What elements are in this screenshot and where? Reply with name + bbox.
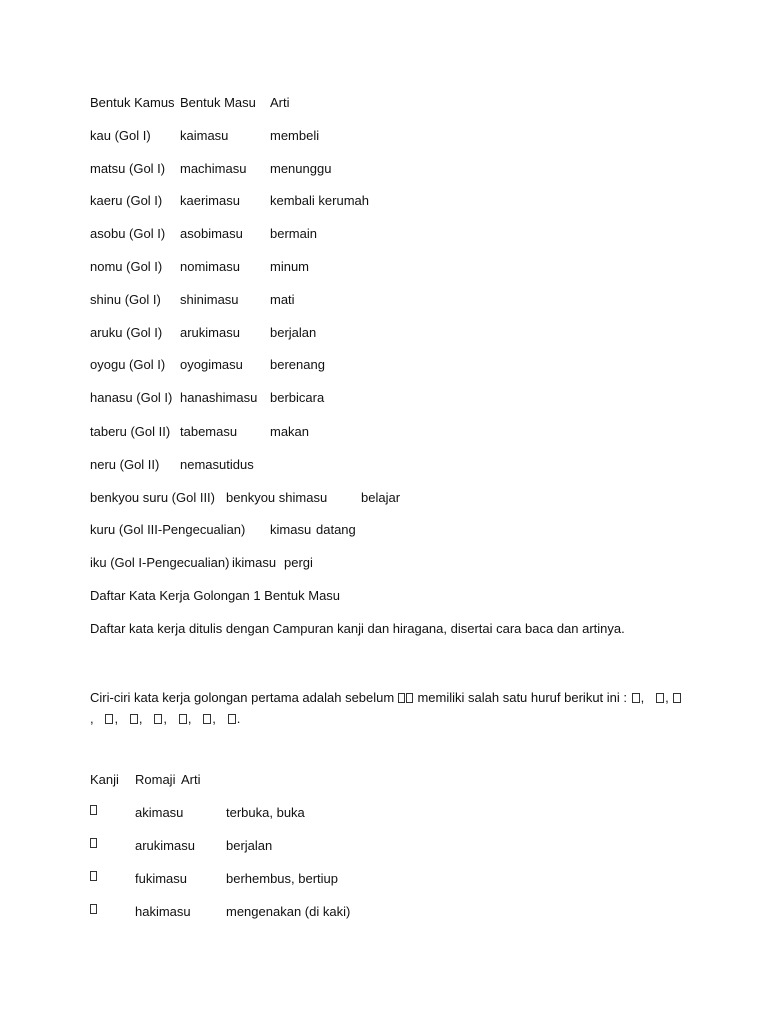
row-masu: nemasutidus	[180, 457, 254, 472]
header-bentuk-masu: Bentuk Masu	[180, 95, 256, 110]
header-bentuk-kamus: Bentuk Kamus	[90, 95, 175, 110]
row-masu: ikimasu	[232, 555, 277, 570]
row-arti: makan	[270, 424, 310, 439]
ciri-paragraph	[90, 687, 690, 729]
row-arti: datang	[316, 522, 356, 537]
row-arti: mengenakan (di kaki)	[226, 904, 351, 919]
row-kamus: matsu (Gol I)	[90, 161, 166, 176]
row-arti: bermain	[270, 226, 317, 241]
row-kamus: kaeru (Gol I)	[90, 193, 163, 208]
missing-glyph-icon	[130, 714, 138, 724]
row-masu: arukimasu	[180, 325, 240, 340]
row-kamus: oyogu (Gol I)	[90, 357, 166, 372]
row-masu: shinimasu	[180, 292, 239, 307]
row-kamus: kau (Gol I)	[90, 128, 151, 143]
row-romaji: arukimasu	[135, 838, 195, 853]
row-arti: berenang	[270, 357, 325, 372]
row-arti: pergi	[284, 555, 313, 570]
missing-glyph-icon	[203, 714, 211, 724]
row-kamus: shinu (Gol I)	[90, 292, 161, 307]
row-arti: berjalan	[270, 325, 317, 340]
row-kamus: aruku (Gol I)	[90, 325, 163, 340]
row-romaji: fukimasu	[135, 871, 188, 886]
missing-glyph-icon	[632, 693, 640, 703]
row-kamus: iku (Gol I-Pengecualian)	[90, 555, 230, 570]
row-masu: hanashimasu	[180, 390, 258, 405]
header-romaji: Romaji	[135, 772, 176, 787]
header-arti: Arti	[270, 95, 290, 110]
missing-glyph-icon	[179, 714, 187, 724]
header-kanji: Kanji	[90, 772, 119, 787]
row-masu: oyogimasu	[180, 357, 243, 372]
glyph-list: , , , , , , , , .	[90, 690, 682, 726]
row-arti: kembali kerumah	[270, 193, 369, 208]
row-arti: minum	[270, 259, 310, 274]
row-romaji: hakimasu	[135, 904, 191, 919]
row-arti: mati	[270, 292, 295, 307]
intro-paragraph: Daftar kata kerja ditulis dengan Campuran kanji dan hiragana, disertai cara baca dan artinya.	[90, 621, 625, 636]
row-kamus: nomu (Gol I)	[90, 259, 163, 274]
row-masu: nomimasu	[180, 259, 240, 274]
row-kamus: benkyou suru (Gol III)	[90, 490, 215, 505]
row-kamus: kuru (Gol III-Pengecualian)	[90, 522, 246, 537]
row-kamus: taberu (Gol II)	[90, 424, 171, 439]
row-masu: asobimasu	[180, 226, 243, 241]
ciri-text-after: memiliki salah satu huruf berikut ini :	[417, 690, 627, 705]
row-masu: machimasu	[180, 161, 247, 176]
missing-glyph-icon	[398, 690, 414, 705]
row-masu: kimasu	[270, 522, 312, 537]
row-arti: belajar	[361, 490, 401, 505]
row-romaji: akimasu	[135, 805, 184, 820]
missing-glyph-icon	[228, 714, 236, 724]
section-title: Daftar Kata Kerja Golongan 1 Bentuk Masu	[90, 588, 341, 603]
missing-glyph-icon	[154, 714, 162, 724]
missing-glyph-icon	[673, 693, 681, 703]
missing-glyph-icon	[656, 693, 664, 703]
row-arti: berbicara	[270, 390, 325, 405]
row-arti: menunggu	[270, 161, 332, 176]
row-arti: membeli	[270, 128, 320, 143]
header-arti: Arti	[181, 772, 201, 787]
row-masu: benkyou shimasu	[226, 490, 328, 505]
row-masu: kaerimasu	[180, 193, 240, 208]
row-arti: berhembus, bertiup	[226, 871, 339, 886]
row-kamus: neru (Gol II)	[90, 457, 160, 472]
row-kamus: hanasu (Gol I)	[90, 390, 173, 405]
row-masu: tabemasu	[180, 424, 238, 439]
row-kamus: asobu (Gol I)	[90, 226, 166, 241]
missing-glyph-icon	[105, 714, 113, 724]
ciri-text-before: Ciri-ciri kata kerja golongan pertama adalah sebelum	[90, 690, 395, 705]
row-arti: terbuka, buka	[226, 805, 305, 820]
row-arti: berjalan	[226, 838, 273, 853]
row-masu: kaimasu	[180, 128, 229, 143]
